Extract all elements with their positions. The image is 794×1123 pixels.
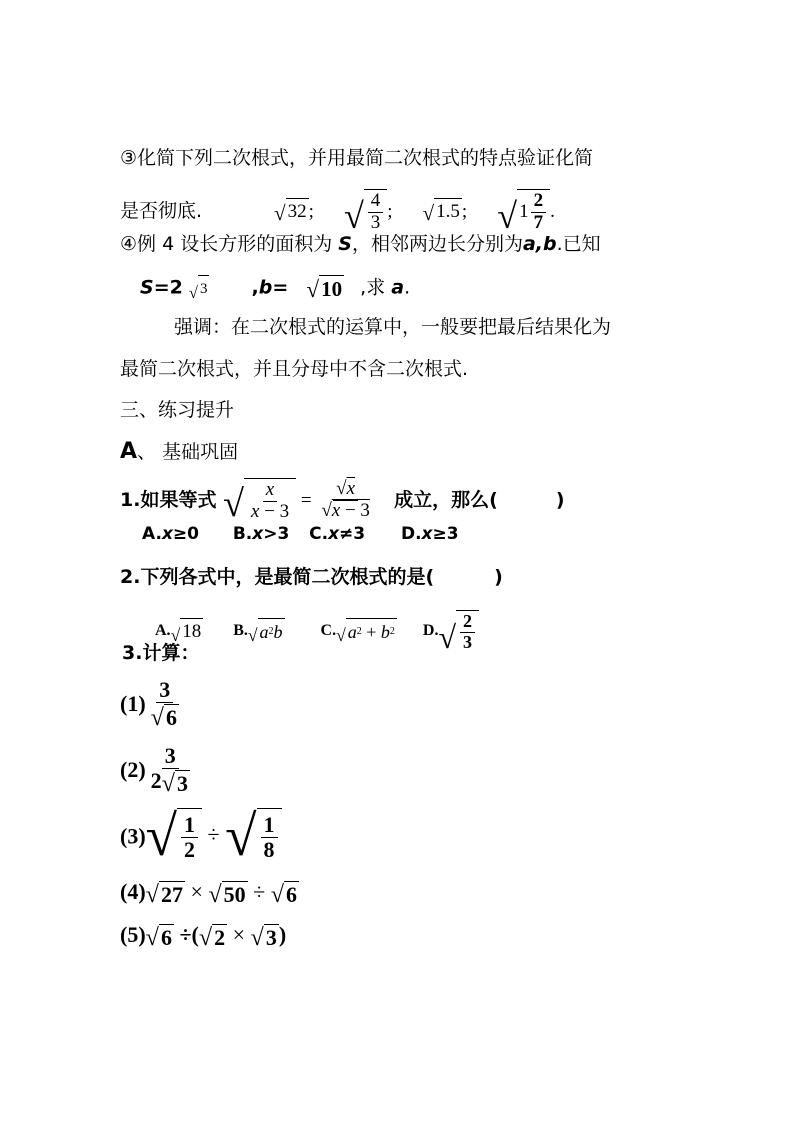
radical-3: √ 3 [189,275,210,301]
subsection-heading: A、 基础巩固 [120,439,239,464]
problem-4-line-2: S=2 √ 3 ,b= √ 10 ,求 a. [140,275,411,302]
radical-1-2-7: √ 1 $\frac{2}{7}$ [497,189,550,234]
problem-3-line-1: ③化简下列二次根式，并用最简二次根式的特点验证化简 [120,147,594,169]
q2-option-d-radical: √ $\frac{2}{3}$ [438,610,479,653]
q2-option-a-radical: √ 18 [171,618,204,644]
q3-part-4: (4) √ 27 × √ 50 ÷ √ 6 [120,879,297,908]
q3-part-2: (2) 3 2 √ 3 [120,743,188,798]
q3-part-3: (3) √ $\frac{1}{2}$ ÷ √ $\frac{1}{8}$ [120,808,282,865]
problem-4-line-1: ④例 4 设长方形的面积为 S，相邻两边长分别为a,b.已知 [120,233,601,255]
q2-option-b-radical: √ a 2 b [248,618,285,644]
question-3-title: 3.计算： [122,642,200,664]
q3-part-5: (5) √ 6 ÷( √ 2 × √ 3 ) [120,922,287,951]
radical-10: √ 10 [306,275,343,302]
question-1-options: A.x≥0 B.x>3 C.x≠3 D.x≥3 [142,524,459,544]
q1-equation: √ $\frac{x}{x - 3}$ [223,478,296,523]
radical-4-over-3: √ $\frac{4}{3}$ [344,189,387,234]
q2-option-c-radical: √ a 2 + b 2 [336,618,397,644]
q3-part-1: (1) 3 √ 6 [120,677,177,732]
question-2-options: A. √ 18 B. √ a 2 b C. √ a 2 + b 2 D. √ $\frac{2}{3}$ [155,610,479,653]
question-1: 1.如果等式 √ $\frac{x}{x - 3}$ = $\frac{√x}{√x - 3}$ 成立，那么( ) [120,478,565,525]
section-heading: 三、练习提升 [120,399,235,421]
radical-32: √ 32 [274,198,308,224]
emphasis-line-1: 强调：在二次根式的运算中，一般要把最后结果化为 [174,316,612,338]
problem-3-line-2: 是否彻底. √ 32 ; √ $\frac{4}{3}$ ; √ 1.5 ; √ 1 $\frac{2}{7}$ . [120,190,555,236]
question-2: 2.下列各式中，是最简二次根式的是( ) [120,566,503,588]
emphasis-line-2: 最简二次根式，并且分母中不含二次根式. [120,358,469,380]
problem-3-label: 是否彻底. [120,199,203,222]
radical-1-5: √ 1.5 [423,198,462,224]
